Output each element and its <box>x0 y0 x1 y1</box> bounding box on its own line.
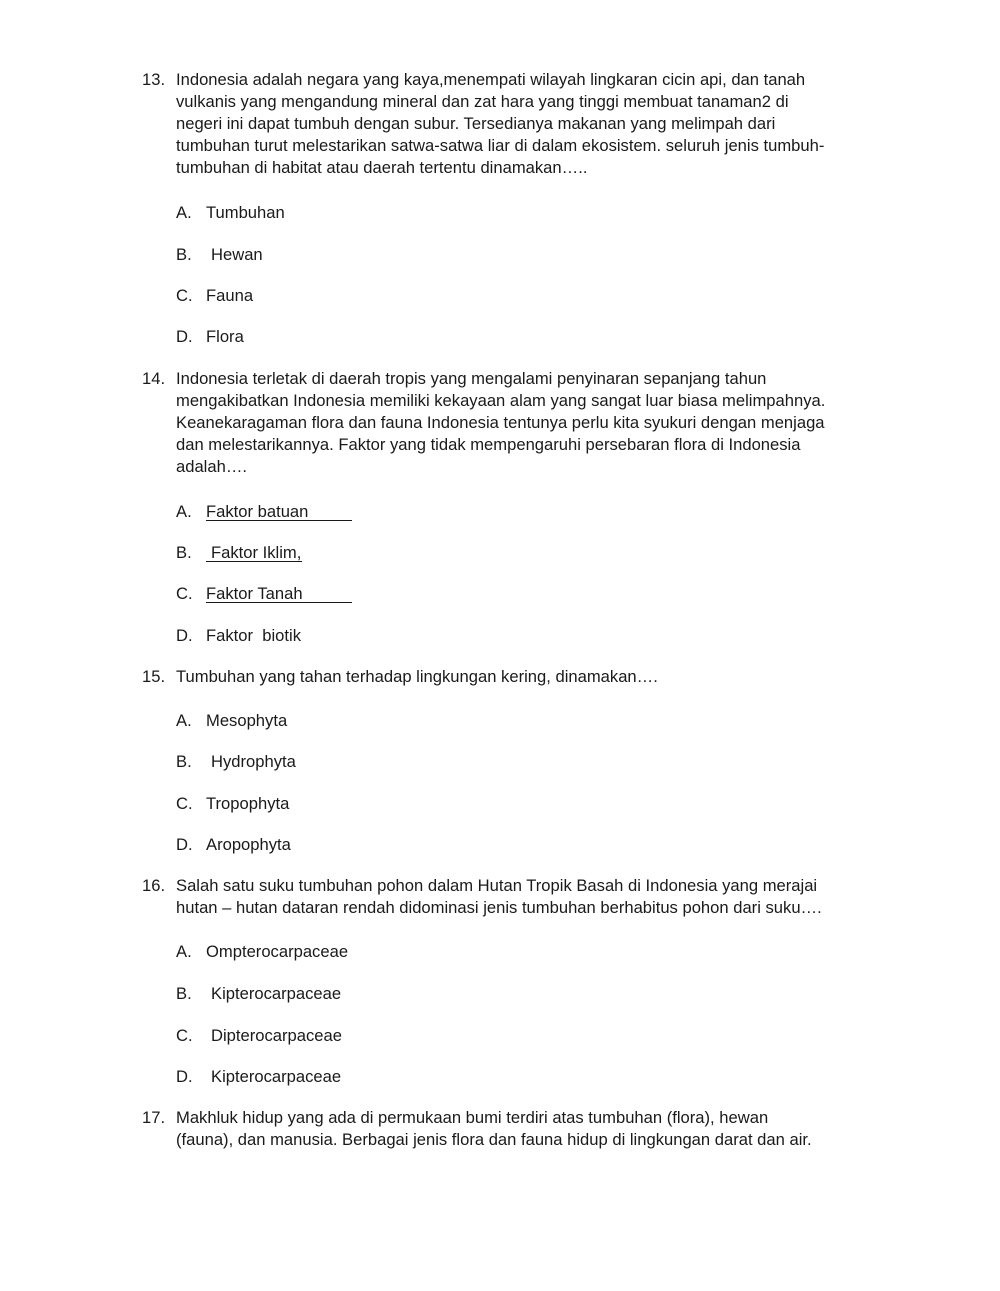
option-text: Ompterocarpaceae <box>206 942 349 961</box>
option-letter: B. <box>176 245 192 264</box>
question-line: Keanekaragaman flora dan fauna Indonesia tentunya perlu kita syukuri dengan menjaga <box>176 413 825 432</box>
question-line: tumbuhan di habitat atau daerah tertentu dinamakan….. <box>176 158 588 177</box>
option-text: Flora <box>206 327 244 346</box>
option-letter: D. <box>176 327 193 346</box>
option-letter: D. <box>176 1067 193 1086</box>
question-line: dan melestarikannya. Faktor yang tidak mempengaruhi persebaran flora di Indonesia <box>176 435 801 454</box>
option-text: Tropophyta <box>206 794 290 813</box>
underline <box>206 520 352 521</box>
option-letter: B. <box>176 543 192 562</box>
question-line: Tumbuhan yang tahan terhadap lingkungan kering, dinamakan…. <box>176 667 658 686</box>
question-line: vulkanis yang mengandung mineral dan zat hara yang tinggi membuat tanaman2 di <box>176 92 789 111</box>
option-text: Faktor batuan <box>206 502 309 521</box>
option-letter: C. <box>176 584 193 603</box>
option-text: Hydrophyta <box>211 752 296 771</box>
question-number: 14. <box>142 369 166 388</box>
option-letter: C. <box>176 794 193 813</box>
question-number: 13. <box>142 70 166 89</box>
option-text: Tumbuhan <box>206 203 285 222</box>
option-text: Kipterocarpaceae <box>211 984 342 1003</box>
question-line: negeri ini dapat tumbuh dengan subur. Tersedianya makanan yang melimpah dari <box>176 114 776 133</box>
question-line: tumbuhan turut melestarikan satwa-satwa liar di dalam ekosistem. seluruh jenis tumbuh- <box>176 136 825 155</box>
question-line: Makhluk hidup yang ada di permukaan bumi terdiri atas tumbuhan (flora), hewan <box>176 1108 769 1127</box>
option-letter: A. <box>176 502 192 521</box>
option-letter: A. <box>176 942 192 961</box>
question-line: (fauna), dan manusia. Berbagai jenis flora dan fauna hidup di lingkungan darat dan air. <box>176 1130 812 1149</box>
question-line: hutan – hutan dataran rendah didominasi jenis tumbuhan berhabitus pohon dari suku…. <box>176 898 822 917</box>
question-line: Salah satu suku tumbuhan pohon dalam Hutan Tropik Basah di Indonesia yang merajai <box>176 876 818 895</box>
question-number: 15. <box>142 667 166 686</box>
option-text: Dipterocarpaceae <box>211 1026 342 1045</box>
option-text: Faktor biotik <box>206 626 301 645</box>
option-letter: A. <box>176 711 192 730</box>
question-line: mengakibatkan Indonesia memiliki kekayaan alam yang sangat luar biasa melimpahnya. <box>176 391 826 410</box>
question-number: 17. <box>142 1108 166 1127</box>
option-text: Fauna <box>206 286 254 305</box>
question-line: adalah…. <box>176 457 248 476</box>
option-text: Faktor Iklim, <box>211 543 302 562</box>
option-text: Hewan <box>211 245 263 264</box>
underline <box>206 561 302 562</box>
option-letter: D. <box>176 835 193 854</box>
question-line: Indonesia terletak di daerah tropis yang mengalami penyinaran sepanjang tahun <box>176 369 767 388</box>
option-text: Mesophyta <box>206 711 288 730</box>
option-letter: C. <box>176 1026 193 1045</box>
option-letter: A. <box>176 203 192 222</box>
option-letter: D. <box>176 626 193 645</box>
option-letter: C. <box>176 286 193 305</box>
option-letter: B. <box>176 752 192 771</box>
question-line: Indonesia adalah negara yang kaya,menempati wilayah lingkaran cicin api, dan tanah <box>176 70 806 89</box>
option-text: Kipterocarpaceae <box>211 1067 342 1086</box>
option-text: Faktor Tanah <box>206 584 303 603</box>
option-text: Aropophyta <box>206 835 291 854</box>
option-letter: B. <box>176 984 192 1003</box>
underline <box>206 602 352 603</box>
question-number: 16. <box>142 876 166 895</box>
